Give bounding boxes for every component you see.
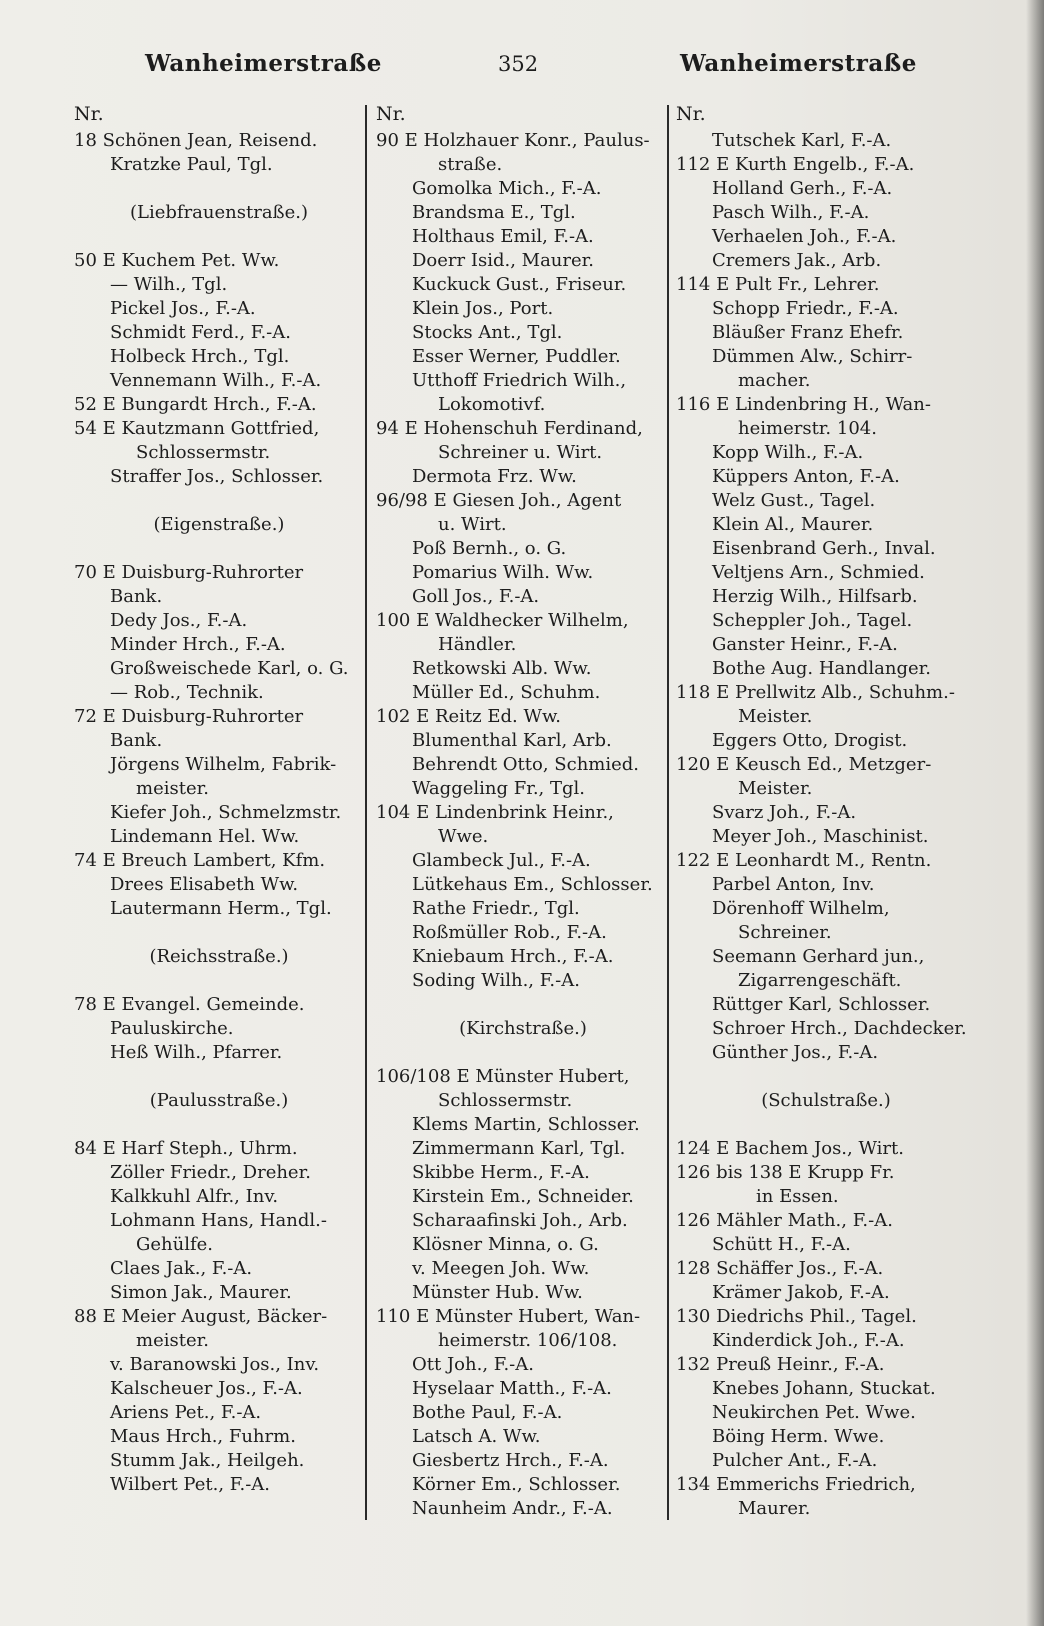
- spacer: [676, 1065, 976, 1089]
- resident-entry: 116 E Lindenbring H., Wan-: [676, 394, 931, 415]
- resident-entry: Dedy Jos., F.-A.: [110, 610, 248, 631]
- resident-entry: Kuckuck Gust., Friseur.: [412, 274, 627, 295]
- resident-entry: Schütt H., F.-A.: [712, 1234, 851, 1255]
- resident-entry: Ganster Heinr., F.-A.: [712, 634, 898, 655]
- resident-entry: Dümmen Alw., Schirr-: [712, 346, 913, 367]
- resident-entry: Glambeck Jul., F.-A.: [412, 850, 591, 871]
- resident-entry: Rathe Friedr., Tgl.: [412, 898, 580, 919]
- resident-entry: Eisenbrand Gerh., Inval.: [712, 538, 936, 559]
- resident-entry: 90 E Holzhauer Konr., Paulus-: [376, 130, 650, 151]
- resident-entry: Meyer Joh., Maschinist.: [712, 826, 929, 847]
- resident-entry: Esser Werner, Puddler.: [412, 346, 621, 367]
- resident-entry: 52 E Bungardt Hrch., F.-A.: [74, 394, 317, 415]
- resident-entry: Kinderdick Joh., F.-A.: [712, 1330, 905, 1351]
- resident-entry: Eggers Otto, Drogist.: [712, 730, 908, 751]
- resident-entry: Kniebaum Hrch., F.-A.: [412, 946, 614, 967]
- resident-entry: Pickel Jos., F.-A.: [110, 298, 256, 319]
- resident-entry: v. Meegen Joh. Ww.: [412, 1258, 590, 1279]
- resident-entry: Blumenthal Karl, Arb.: [412, 730, 612, 751]
- resident-entry: Böing Herm. Wwe.: [712, 1426, 885, 1447]
- resident-entry: Scharaafinski Joh., Arb.: [412, 1210, 628, 1231]
- resident-entry: Neukirchen Pet. Wwe.: [712, 1402, 916, 1423]
- resident-entry: 134 Emmerichs Friedrich,: [676, 1474, 916, 1495]
- column-3: [676, 103, 976, 1523]
- resident-entry: Zimmermann Karl, Tgl.: [412, 1138, 626, 1159]
- cross-street-heading: (Liebfrauenstraße.): [130, 202, 308, 223]
- resident-entry: Dörenhoff Wilhelm,: [712, 898, 890, 919]
- entry-continuation: Meister.: [738, 778, 813, 799]
- entry-continuation: Pauluskirche.: [110, 1018, 234, 1039]
- resident-entry: 126 Mähler Math., F.-A.: [676, 1210, 893, 1231]
- resident-entry: Behrendt Otto, Schmied.: [412, 754, 640, 775]
- entry-continuation: Bank.: [110, 586, 163, 607]
- resident-entry: Pomarius Wilh. Ww.: [412, 562, 594, 583]
- entry-continuation: straße.: [438, 154, 503, 175]
- column-1: [74, 103, 364, 1523]
- resident-entry: Heß Wilh., Pfarrer.: [110, 1042, 283, 1063]
- resident-entry: 128 Schäffer Jos., F.-A.: [676, 1258, 884, 1279]
- resident-entry: Zöller Friedr., Dreher.: [110, 1162, 311, 1183]
- entry-continuation: macher.: [738, 370, 811, 391]
- resident-entry: 130 Diedrichs Phil., Tagel.: [676, 1306, 917, 1327]
- spacer: [376, 1041, 670, 1065]
- resident-entry: 126 bis 138 E Krupp Fr.: [676, 1162, 895, 1183]
- resident-entry: Schopp Friedr., F.-A.: [712, 298, 899, 319]
- resident-entry: 120 E Keusch Ed., Metzger-: [676, 754, 932, 775]
- resident-entry: 78 E Evangel. Gemeinde.: [74, 994, 305, 1015]
- resident-entry: Veltjens Arn., Schmied.: [712, 562, 925, 583]
- resident-entry: Körner Em., Schlosser.: [412, 1474, 621, 1495]
- entry-continuation: heimerstr. 104.: [738, 418, 877, 439]
- resident-entry: Kalscheuer Jos., F.-A.: [110, 1378, 303, 1399]
- spacer: [676, 1113, 976, 1137]
- entry-continuation: Zigarrengeschäft.: [738, 970, 902, 991]
- resident-entry: 74 E Breuch Lambert, Kfm.: [74, 850, 326, 871]
- resident-entry: 132 Preuß Heinr., F.-A.: [676, 1354, 885, 1375]
- resident-entry: Günther Jos., F.-A.: [712, 1042, 879, 1063]
- resident-entry: Latsch A. Ww.: [412, 1426, 541, 1447]
- resident-entry: Großweischede Karl, o. G.: [110, 658, 349, 679]
- resident-entry: Stumm Jak., Heilgeh.: [110, 1450, 305, 1471]
- resident-entry: Schmidt Ferd., F.-A.: [110, 322, 291, 343]
- resident-entry: Kratzke Paul, Tgl.: [110, 154, 273, 175]
- resident-entry: Jörgens Wilhelm, Fabrik-: [110, 754, 337, 775]
- resident-entry: Stocks Ant., Tgl.: [412, 322, 563, 343]
- resident-entry: 96/98 E Giesen Joh., Agent: [376, 490, 622, 511]
- resident-entry: Kirstein Em., Schneider.: [412, 1186, 634, 1207]
- cross-street-heading: (Paulusstraße.): [149, 1090, 289, 1111]
- resident-entry: Minder Hrch., F.-A.: [110, 634, 286, 655]
- resident-entry: Bothe Aug. Handlanger.: [712, 658, 931, 679]
- resident-entry: Hyselaar Matth., F.-A.: [412, 1378, 612, 1399]
- column-divider: [365, 105, 367, 1520]
- entry-continuation: Bank.: [110, 730, 163, 751]
- entry-continuation: Maurer.: [738, 1498, 811, 1519]
- resident-entry: Dermota Frz. Ww.: [412, 466, 577, 487]
- resident-entry: Verhaelen Joh., F.-A.: [712, 226, 897, 247]
- resident-entry: Pulcher Ant., F.-A.: [712, 1450, 878, 1471]
- spacer: [74, 489, 364, 513]
- resident-entry: Goll Jos., F.-A.: [412, 586, 540, 607]
- resident-entry: Ariens Pet., F.-A.: [110, 1402, 262, 1423]
- resident-entry: Soding Wilh., F.-A.: [412, 970, 580, 991]
- resident-entry: Klems Martin, Schlosser.: [412, 1114, 640, 1135]
- column-entries: [676, 129, 976, 1521]
- resident-entry: 104 E Lindenbrink Heinr.,: [376, 802, 614, 823]
- resident-entry: Retkowski Alb. Ww.: [412, 658, 592, 679]
- spacer: [74, 1065, 364, 1089]
- resident-entry: Holland Gerh., F.-A.: [712, 178, 893, 199]
- entry-continuation: u. Wirt.: [438, 514, 507, 535]
- resident-entry: Krämer Jakob, F.-A.: [712, 1282, 890, 1303]
- resident-entry: Bläußer Franz Ehefr.: [712, 322, 904, 343]
- resident-entry: Wilbert Pet., F.-A.: [110, 1474, 270, 1495]
- column-2: [376, 103, 670, 1523]
- resident-entry: Müller Ed., Schuhm.: [412, 682, 601, 703]
- resident-entry: Bothe Paul, F.-A.: [412, 1402, 563, 1423]
- resident-entry: Herzig Wilh., Hilfsarb.: [712, 586, 918, 607]
- resident-entry: Claes Jak., F.-A.: [110, 1258, 253, 1279]
- resident-entry: 106/108 E Münster Hubert,: [376, 1066, 630, 1087]
- resident-entry: Giesbertz Hrch., F.-A.: [412, 1450, 609, 1471]
- resident-entry: Pasch Wilh., F.-A.: [712, 202, 870, 223]
- resident-entry: Drees Elisabeth Ww.: [110, 874, 299, 895]
- resident-entry: 88 E Meier August, Bäcker-: [74, 1306, 328, 1327]
- resident-entry: 70 E Duisburg-Ruhrorter: [74, 562, 304, 583]
- resident-entry: Ott Joh., F.-A.: [412, 1354, 534, 1375]
- entry-continuation: Gehülfe.: [136, 1234, 214, 1255]
- resident-entry: Holbeck Hrch., Tgl.: [110, 346, 290, 367]
- entry-continuation: Schlossermstr.: [136, 442, 271, 463]
- resident-entry: Klein Jos., Port.: [412, 298, 554, 319]
- resident-entry: Utthoff Friedrich Wilh.,: [412, 370, 627, 391]
- resident-entry: Gomolka Mich., F.-A.: [412, 178, 602, 199]
- page-number: 352: [498, 52, 539, 76]
- column-entries: [74, 129, 364, 1497]
- resident-entry: Knebes Johann, Stuckat.: [712, 1378, 936, 1399]
- resident-entry: Münster Hub. Ww.: [412, 1282, 583, 1303]
- cross-street-heading: (Eigenstraße.): [153, 514, 285, 535]
- entry-continuation: in Essen.: [756, 1186, 839, 1207]
- resident-entry: Lindemann Hel. Ww.: [110, 826, 300, 847]
- column-heading: Nr.: [676, 103, 706, 125]
- resident-entry: 124 E Bachem Jos., Wirt.: [676, 1138, 904, 1159]
- resident-entry: Straffer Jos., Schlosser.: [110, 466, 324, 487]
- resident-entry: Lohmann Hans, Handl.-: [110, 1210, 327, 1231]
- resident-entry: Scheppler Joh., Tagel.: [712, 610, 913, 631]
- resident-entry: — Rob., Technik.: [110, 682, 264, 703]
- resident-entry: Brandsma E., Tgl.: [412, 202, 576, 223]
- resident-entry: Tutschek Karl, F.-A.: [712, 130, 892, 151]
- resident-entry: — Wilh., Tgl.: [110, 274, 228, 295]
- resident-entry: Maus Hrch., Fuhrm.: [110, 1426, 296, 1447]
- page-header: [0, 50, 1044, 86]
- resident-entry: Naunheim Andr., F.-A.: [412, 1498, 613, 1519]
- spacer: [74, 921, 364, 945]
- resident-entry: 122 E Leonhardt M., Rentn.: [676, 850, 932, 871]
- resident-entry: 54 E Kautzmann Gottfried,: [74, 418, 320, 439]
- spacer: [74, 225, 364, 249]
- resident-entry: 112 E Kurth Engelb., F.-A.: [676, 154, 915, 175]
- running-title-left: Wanheimerstraße: [145, 50, 382, 77]
- entry-continuation: Wwe.: [438, 826, 489, 847]
- resident-entry: Seemann Gerhard jun.,: [712, 946, 925, 967]
- entry-continuation: Lokomotivf.: [438, 394, 546, 415]
- resident-entry: 114 E Pult Fr., Lehrer.: [676, 274, 880, 295]
- resident-entry: Svarz Joh., F.-A.: [712, 802, 857, 823]
- resident-entry: Holthaus Emil, F.-A.: [412, 226, 594, 247]
- column-entries: [376, 129, 670, 1521]
- resident-entry: 84 E Harf Steph., Uhrm.: [74, 1138, 298, 1159]
- resident-entry: Rüttger Karl, Schlosser.: [712, 994, 931, 1015]
- resident-entry: Vennemann Wilh., F.-A.: [110, 370, 322, 391]
- resident-entry: 72 E Duisburg-Ruhrorter: [74, 706, 304, 727]
- entry-continuation: Meister.: [738, 706, 813, 727]
- running-title-right: Wanheimerstraße: [680, 50, 917, 77]
- resident-entry: 100 E Waldhecker Wilhelm,: [376, 610, 629, 631]
- entry-continuation: Händler.: [438, 634, 517, 655]
- resident-entry: 110 E Münster Hubert, Wan-: [376, 1306, 641, 1327]
- resident-entry: Roßmüller Rob., F.-A.: [412, 922, 607, 943]
- resident-entry: Klein Al., Maurer.: [712, 514, 874, 535]
- cross-street-heading: (Reichsstraße.): [149, 946, 289, 967]
- resident-entry: v. Baranowski Jos., Inv.: [110, 1354, 320, 1375]
- spacer: [74, 1113, 364, 1137]
- entry-continuation: meister.: [136, 778, 209, 799]
- resident-entry: 18 Schönen Jean, Reisend.: [74, 130, 318, 151]
- spacer: [74, 177, 364, 201]
- column-heading: Nr.: [74, 103, 104, 125]
- spacer: [376, 993, 670, 1017]
- resident-entry: Parbel Anton, Inv.: [712, 874, 875, 895]
- resident-entry: Klösner Minna, o. G.: [412, 1234, 599, 1255]
- cross-street-heading: (Schulstraße.): [761, 1090, 891, 1111]
- resident-entry: Kopp Wilh., F.-A.: [712, 442, 864, 463]
- resident-entry: Kiefer Joh., Schmelzmstr.: [110, 802, 342, 823]
- spacer: [74, 537, 364, 561]
- entry-continuation: meister.: [136, 1330, 209, 1351]
- resident-entry: Simon Jak., Maurer.: [110, 1282, 292, 1303]
- resident-entry: Lautermann Herm., Tgl.: [110, 898, 332, 919]
- resident-entry: 102 E Reitz Ed. Ww.: [376, 706, 561, 727]
- resident-entry: Waggeling Fr., Tgl.: [412, 778, 586, 799]
- resident-entry: Skibbe Herm., F.-A.: [412, 1162, 590, 1183]
- entry-continuation: Schreiner.: [738, 922, 832, 943]
- resident-entry: Schroer Hrch., Dachdecker.: [712, 1018, 967, 1039]
- resident-entry: Cremers Jak., Arb.: [712, 250, 882, 271]
- column-heading: Nr.: [376, 103, 406, 125]
- resident-entry: 50 E Kuchem Pet. Ww.: [74, 250, 280, 271]
- resident-entry: Lütkehaus Em., Schlosser.: [412, 874, 653, 895]
- resident-entry: Poß Bernh., o. G.: [412, 538, 567, 559]
- resident-entry: Küppers Anton, F.-A.: [712, 466, 900, 487]
- resident-entry: Welz Gust., Tagel.: [712, 490, 876, 511]
- resident-entry: Doerr Isid., Maurer.: [412, 250, 595, 271]
- entry-continuation: Schlossermstr.: [438, 1090, 573, 1111]
- resident-entry: 118 E Prellwitz Alb., Schuhm.-: [676, 682, 955, 703]
- spacer: [74, 969, 364, 993]
- entry-continuation: heimerstr. 106/108.: [438, 1330, 618, 1351]
- resident-entry: 94 E Hohenschuh Ferdinand,: [376, 418, 643, 439]
- resident-entry: Kalkkuhl Alfr., Inv.: [110, 1186, 279, 1207]
- cross-street-heading: (Kirchstraße.): [459, 1018, 587, 1039]
- entry-continuation: Schreiner u. Wirt.: [438, 442, 603, 463]
